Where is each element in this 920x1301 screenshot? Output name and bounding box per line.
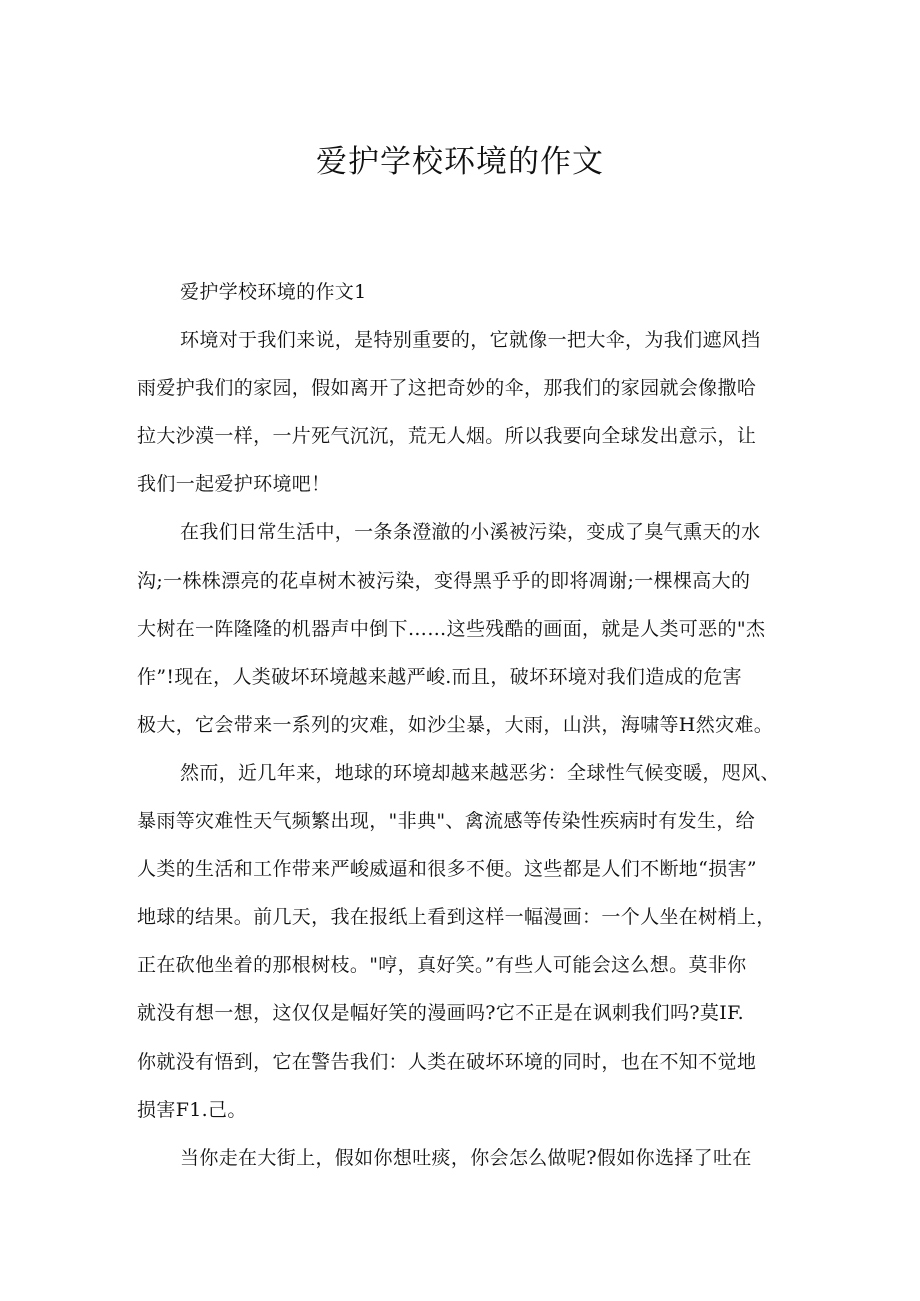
text-line: 暴雨等灾难性天气频繁出现，"非典"、禽流感等传染性疾病时有发生，给	[137, 810, 756, 833]
text-line: 沟;一株株漂亮的花卓树木被污染，变得黑乎乎的即将凋谢;一棵棵高大的	[137, 569, 751, 592]
document-title: 爱护学校环境的作文	[316, 144, 604, 180]
text-line: 我们一起爱护环境吧！	[137, 473, 331, 496]
text-line: 你就没有悟到，它在警告我们：人类在破坏环境的同时，也在不知不觉地	[137, 1050, 757, 1073]
text-line: 作”!现在，人类破坏环境越来越严峻.而且，破坏环境对我们造成的危害	[137, 665, 742, 688]
text-line: 在我们日常生活中，一条条澄澈的小溪被污染，变成了臭气熏天的水	[180, 521, 761, 544]
text-line: 就没有想一想，这仅仅是幅好笑的漫画吗?它不正是在讽刺我们吗?莫IF.	[137, 1002, 745, 1025]
text-line: 环境对于我们来说，是特别重要的，它就像一把大伞，为我们遮风挡	[180, 329, 761, 352]
text-line: 然而，近几年来，地球的环境却越来越恶劣：全球性气候变暖，咫风、	[180, 761, 780, 784]
text-line: 正在砍他坐着的那根树枝。"哼，真好笑。”有些人可能会这么想。莫非你	[137, 954, 747, 977]
text-line: 人类的生活和工作带来严峻威逼和很多不便。这些都是人们不断地“损害”	[137, 858, 757, 881]
text-line: 爱护学校环境的作文1	[180, 281, 367, 303]
text-line: 大树在一阵隆隆的机器声中倒下……这些残酷的画面，就是人类可恶的"杰	[137, 617, 766, 640]
text-line: 极大，它会带来一系列的灾难，如沙尘暴，大雨，山洪，海啸等H然灾难。	[137, 713, 774, 736]
text-line: 雨爱护我们的家园，假如离开了这把奇妙的伞，那我们的家园就会像撒哈	[137, 377, 757, 400]
text-line: 损害F1.己。	[137, 1098, 247, 1121]
document-body	[137, 274, 787, 1188]
text-line: 拉大沙漠一样，一片死气沉沉，荒无人烟。所以我要向全球发出意示，让	[137, 425, 757, 448]
text-line: 地球的结果。前几天，我在报纸上看到这样一幅漫画：一个人坐在树梢上，	[137, 906, 776, 929]
text-line: 当你走在大街上，假如你想吐痰，你会怎么做呢?假如你选择了吐在	[180, 1146, 752, 1169]
